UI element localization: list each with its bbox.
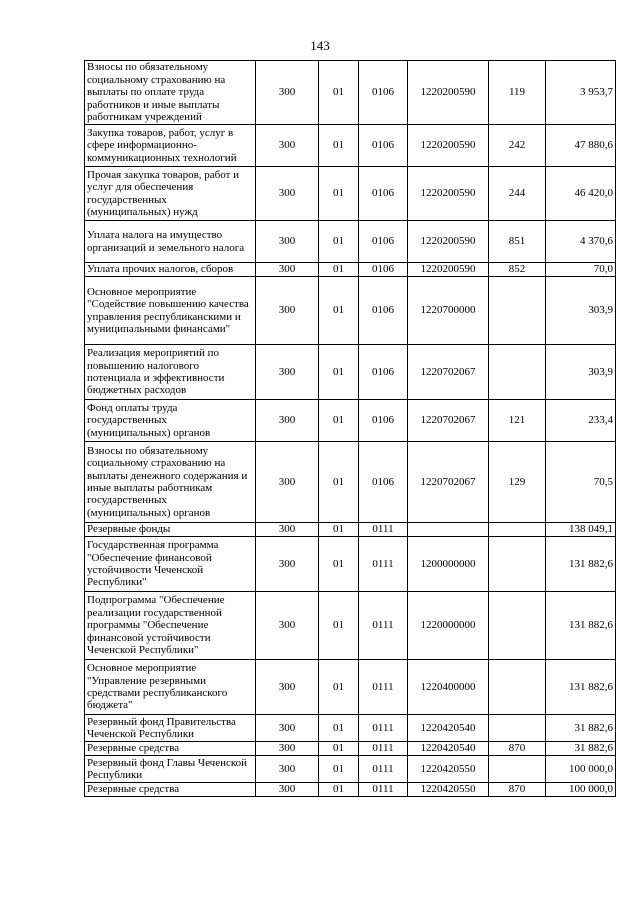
row-subsection: 0106 (359, 277, 408, 345)
row-sum: 131 882,6 (546, 592, 616, 660)
row-admin: 300 (256, 442, 319, 523)
row-type: 870 (489, 783, 546, 797)
row-target: 1220420540 (408, 715, 489, 742)
row-admin: 300 (256, 167, 319, 221)
row-subsection: 0106 (359, 400, 408, 442)
row-name: Основное мероприятие "Содействие повышению качества управления республиканскими и муниципальными финансами" (85, 277, 256, 345)
row-sum: 31 882,6 (546, 715, 616, 742)
row-type: 244 (489, 167, 546, 221)
row-type (489, 715, 546, 742)
row-target: 1200000000 (408, 537, 489, 592)
row-section: 01 (319, 742, 359, 756)
row-admin: 300 (256, 742, 319, 756)
row-name: Резервный фонд Правительства Чеченской Республики (85, 715, 256, 742)
row-sum: 31 882,6 (546, 742, 616, 756)
row-sum: 3 953,7 (546, 61, 616, 125)
row-admin: 300 (256, 61, 319, 125)
row-target: 1220400000 (408, 660, 489, 715)
row-target: 1220420550 (408, 783, 489, 797)
row-section: 01 (319, 783, 359, 797)
row-type: 121 (489, 400, 546, 442)
row-section: 01 (319, 221, 359, 263)
row-name: Фонд оплаты труда государственных (муниципальных) органов (85, 400, 256, 442)
table-row (85, 61, 616, 125)
row-subsection: 0111 (359, 742, 408, 756)
row-target: 1220200590 (408, 125, 489, 167)
row-target: 1220200590 (408, 167, 489, 221)
row-subsection: 0106 (359, 345, 408, 400)
row-admin: 300 (256, 715, 319, 742)
row-name: Государственная программа "Обеспечение финансовой устойчивости Чеченской Республики" (85, 537, 256, 592)
table-row (85, 221, 616, 263)
row-type: 852 (489, 263, 546, 277)
row-subsection: 0106 (359, 125, 408, 167)
row-section: 01 (319, 660, 359, 715)
row-subsection: 0111 (359, 715, 408, 742)
row-target (408, 523, 489, 537)
table-row (85, 277, 616, 345)
row-subsection: 0106 (359, 167, 408, 221)
row-target: 1220702067 (408, 400, 489, 442)
row-type (489, 592, 546, 660)
row-sum: 100 000,0 (546, 756, 616, 783)
row-admin: 300 (256, 592, 319, 660)
row-type (489, 277, 546, 345)
table-row (85, 660, 616, 715)
row-name: Реализация мероприятий по повышению налогового потенциала и эффективности бюджетных расходов (85, 345, 256, 400)
row-admin: 300 (256, 263, 319, 277)
row-sum: 4 370,6 (546, 221, 616, 263)
row-admin: 300 (256, 345, 319, 400)
page-number: 143 (310, 38, 330, 53)
row-target: 1220200590 (408, 61, 489, 125)
table-row (85, 592, 616, 660)
row-section: 01 (319, 277, 359, 345)
row-admin: 300 (256, 221, 319, 263)
row-subsection: 0111 (359, 756, 408, 783)
row-target: 1220700000 (408, 277, 489, 345)
row-section: 01 (319, 592, 359, 660)
row-sum: 131 882,6 (546, 660, 616, 715)
row-section: 01 (319, 715, 359, 742)
row-subsection: 0106 (359, 263, 408, 277)
table-row (85, 537, 616, 592)
row-subsection: 0106 (359, 221, 408, 263)
table-row (85, 167, 616, 221)
row-type (489, 756, 546, 783)
row-admin: 300 (256, 756, 319, 783)
row-admin: 300 (256, 523, 319, 537)
row-subsection: 0111 (359, 783, 408, 797)
row-section: 01 (319, 523, 359, 537)
row-target: 1220420550 (408, 756, 489, 783)
row-sum: 138 049,1 (546, 523, 616, 537)
budget-table (84, 60, 616, 797)
table-row (85, 756, 616, 783)
row-sum: 70,5 (546, 442, 616, 523)
row-type: 851 (489, 221, 546, 263)
table-row (85, 442, 616, 523)
row-sum: 131 882,6 (546, 537, 616, 592)
row-subsection: 0111 (359, 523, 408, 537)
row-section: 01 (319, 537, 359, 592)
row-sum: 100 000,0 (546, 783, 616, 797)
row-target: 1220200590 (408, 263, 489, 277)
row-type: 119 (489, 61, 546, 125)
row-type: 242 (489, 125, 546, 167)
row-name: Резервные средства (85, 783, 256, 797)
row-section: 01 (319, 125, 359, 167)
row-section: 01 (319, 167, 359, 221)
row-sum: 47 880,6 (546, 125, 616, 167)
row-name: Уплата прочих налогов, сборов (85, 263, 256, 277)
row-sum: 303,9 (546, 345, 616, 400)
table-row (85, 523, 616, 537)
row-name: Уплата налога на имущество организаций и земельного налога (85, 221, 256, 263)
row-admin: 300 (256, 125, 319, 167)
row-target: 1220702067 (408, 442, 489, 523)
row-name: Взносы по обязательному социальному страхованию на выплаты денежного содержания и иные выплаты работникам государственных (муниципальных) органов (85, 442, 256, 523)
row-sum: 233,4 (546, 400, 616, 442)
table-row (85, 125, 616, 167)
row-type (489, 660, 546, 715)
row-section: 01 (319, 400, 359, 442)
row-name: Резервные средства (85, 742, 256, 756)
row-sum: 303,9 (546, 277, 616, 345)
row-admin: 300 (256, 537, 319, 592)
row-sum: 70,0 (546, 263, 616, 277)
row-target: 1220420540 (408, 742, 489, 756)
table-row (85, 742, 616, 756)
table-row (85, 400, 616, 442)
row-subsection: 0111 (359, 537, 408, 592)
row-admin: 300 (256, 277, 319, 345)
row-subsection: 0106 (359, 442, 408, 523)
row-name: Резервные фонды (85, 523, 256, 537)
row-subsection: 0111 (359, 660, 408, 715)
row-subsection: 0111 (359, 592, 408, 660)
row-name: Закупка товаров, работ, услуг в сфере информационно-коммуникационных технологий (85, 125, 256, 167)
row-section: 01 (319, 756, 359, 783)
row-name: Подпрограмма "Обеспечение реализации государственной программы "Обеспечение финансовой устойчивости Чеченской Республики" (85, 592, 256, 660)
row-name: Взносы по обязательному социальному страхованию на выплаты по оплате труда работников и иные выплаты работникам учреждений (85, 61, 256, 125)
row-section: 01 (319, 263, 359, 277)
table-row (85, 263, 616, 277)
row-name: Резервный фонд Главы Чеченской Республики (85, 756, 256, 783)
row-admin: 300 (256, 660, 319, 715)
row-section: 01 (319, 442, 359, 523)
row-name: Прочая закупка товаров, работ и услуг для обеспечения государственных (муниципальных) нужд (85, 167, 256, 221)
row-type (489, 537, 546, 592)
table-row (85, 783, 616, 797)
table-body (85, 61, 616, 797)
row-target: 1220702067 (408, 345, 489, 400)
row-admin: 300 (256, 400, 319, 442)
table-row (85, 715, 616, 742)
row-type (489, 523, 546, 537)
row-admin: 300 (256, 783, 319, 797)
row-target: 1220000000 (408, 592, 489, 660)
row-target: 1220200590 (408, 221, 489, 263)
table-row (85, 345, 616, 400)
row-name: Основное мероприятие "Управление резервными средствами республиканского бюджета" (85, 660, 256, 715)
row-type: 129 (489, 442, 546, 523)
row-section: 01 (319, 61, 359, 125)
row-sum: 46 420,0 (546, 167, 616, 221)
row-subsection: 0106 (359, 61, 408, 125)
row-type (489, 345, 546, 400)
row-type: 870 (489, 742, 546, 756)
row-section: 01 (319, 345, 359, 400)
